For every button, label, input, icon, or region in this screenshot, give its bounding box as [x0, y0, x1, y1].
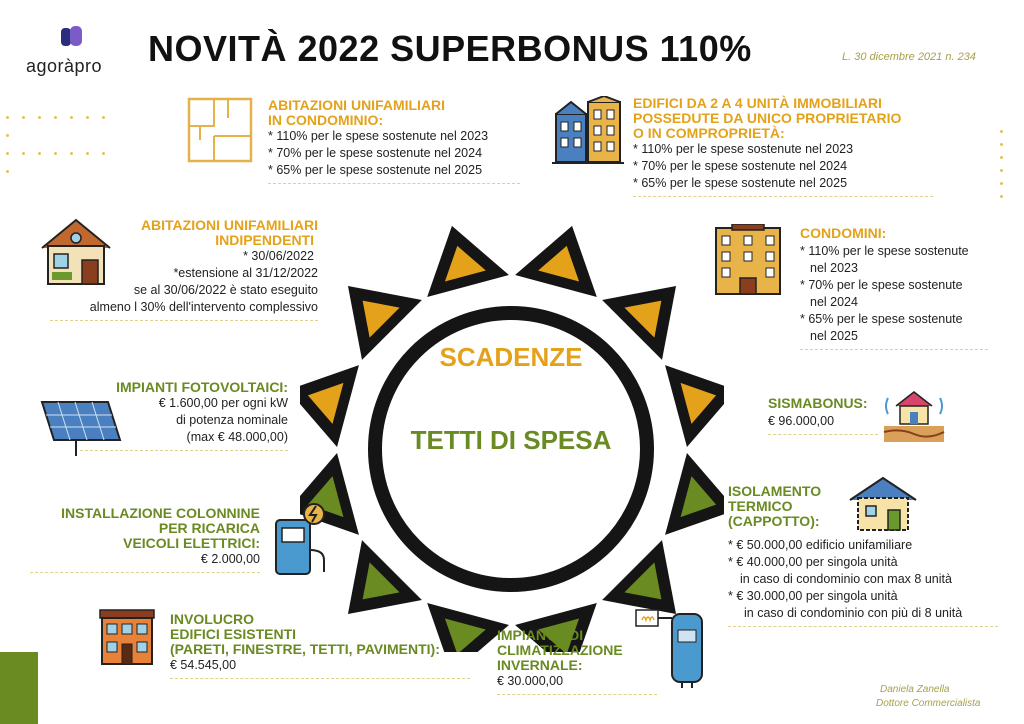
detail-line: * 65% per le spese sostenute nel 2025: [268, 162, 520, 184]
buildings-icon: [552, 96, 624, 171]
detail-line: * 70% per le spese sostenute nel 2024: [268, 146, 483, 160]
detail-line: *estensione al 31/12/2022: [173, 266, 318, 280]
section-title: INVOLUCRO EDIFICI ESISTENTI (PARETI, FINESTRE, TETTI, PAVIMENTI):: [170, 611, 440, 657]
section-title: IMPIANTO DI CLIMATIZZAZIONE INVERNALE:: [497, 627, 623, 673]
section-colonnine: [30, 506, 260, 573]
decorative-dots: [6, 106, 126, 178]
detail-line: * 110% per le spese sostenute nel 2023: [268, 129, 489, 143]
detail-line: * 110% per le spese sostenute: [800, 244, 969, 258]
detail-line: * 65% per le spese sostenute: [800, 312, 963, 326]
section-title: ABITAZIONI UNIFAMILIARI INDIPENDENTI: [140, 217, 318, 248]
logo-icon: [58, 24, 88, 50]
section-title: CONDOMINI:: [800, 225, 887, 241]
detail-line: * 110% per le spese sostenute nel 2023: [633, 142, 854, 156]
section-fotovoltaici: [80, 380, 288, 451]
detail-line: € 1.600,00 per ogni kW: [158, 396, 288, 410]
section-involucro: [170, 612, 470, 679]
detail-line: se al 30/06/2022 è stato eseguito: [133, 283, 318, 297]
seismic-house-icon: [880, 384, 948, 449]
center-title-tetti: TETTI DI SPESA: [410, 425, 612, 455]
floorplan-icon: [186, 96, 254, 169]
section-climatizzazione: [497, 628, 657, 695]
detail-line: € 96.000,00: [768, 413, 878, 435]
section-title: IMPIANTI FOTOVOLTAICI:: [116, 379, 288, 395]
section-condomini: [800, 226, 988, 350]
signature-name: Daniela Zanella: [880, 684, 950, 695]
detail-line: in caso di condominio con più di 8 unità: [728, 605, 998, 627]
center-title-scadenze: SCADENZE: [439, 342, 583, 372]
green-corner-bar: [0, 652, 38, 724]
decorative-dots-right: [1000, 120, 1020, 208]
brick-house-icon: [96, 606, 158, 671]
detail-line: € 2.000,00: [30, 551, 260, 573]
detail-line: almeno l 30% dell'intervento complessivo: [50, 299, 318, 321]
detail-line: € 54.545,00: [170, 657, 470, 679]
detail-line: * 70% per le spese sostenute: [800, 278, 963, 292]
signature-role: Dottore Commercialista: [876, 698, 981, 709]
detail-line: * 30/06/2022: [243, 249, 314, 263]
logo-text: agoràpro: [26, 56, 103, 76]
section-title: EDIFICI DA 2 A 4 UNITÀ IMMOBILIARI POSSEDUTE DA UNICO PROPRIETARIO O IN COMPROPRIETÀ:: [633, 95, 902, 141]
detail-line: * € 50.000,00 edificio unifamiliare: [728, 538, 913, 552]
section-unifamiliari-condominio: [268, 98, 520, 184]
detail-line: nel 2024: [810, 295, 858, 309]
detail-line: * € 40.000,00 per singola unità: [728, 555, 898, 569]
detail-line: € 30.000,00: [497, 673, 657, 695]
detail-line: in caso di condominio con max 8 unità: [740, 572, 952, 586]
ev-charger-icon: [270, 500, 330, 581]
detail-line: * 70% per le spese sostenute nel 2024: [633, 159, 848, 173]
section-isolamento: [728, 484, 998, 627]
sun-ray: [602, 540, 676, 614]
detail-line: (max € 48.000,00): [80, 429, 288, 451]
section-title: SISMABONUS:: [768, 395, 868, 411]
section-title: ISOLAMENTO TERMICO (CAPPOTTO):: [728, 483, 822, 529]
detail-line: di potenza nominale: [176, 413, 288, 427]
page-title: NOVITÀ 2022 SUPERBONUS 110%: [148, 28, 752, 69]
law-reference: L. 30 dicembre 2021 n. 234: [842, 51, 976, 63]
detail-line: * 65% per le spese sostenute nel 2025: [633, 175, 933, 197]
section-unifamiliari-indipendenti: [50, 218, 318, 321]
apartment-block-icon: [710, 224, 786, 301]
section-sismabonus: [768, 396, 878, 435]
section-title: INSTALLAZIONE COLONNINE PER RICARICA VEICOLI ELETTRICI:: [61, 505, 260, 551]
detail-line: nel 2025: [800, 328, 988, 350]
section-title: ABITAZIONI UNIFAMILIARI IN CONDOMINIO:: [268, 97, 446, 128]
detail-line: * € 30.000,00 per singola unità: [728, 589, 898, 603]
section-edifici-2-4: [633, 96, 933, 197]
detail-line: nel 2023: [810, 261, 858, 275]
